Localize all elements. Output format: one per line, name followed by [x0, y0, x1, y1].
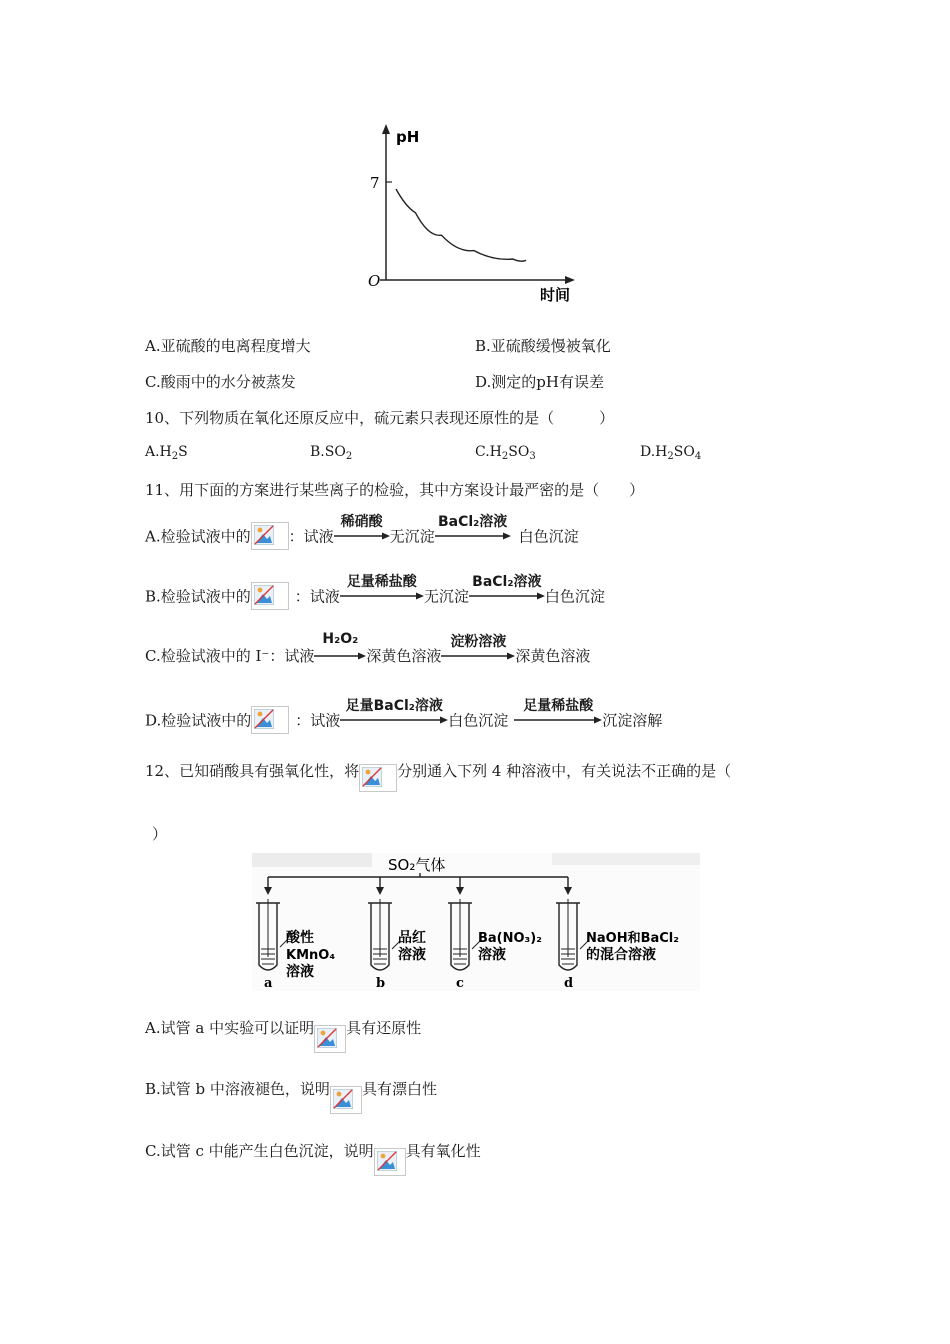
q10-option-a[interactable] [145, 444, 188, 462]
broken-image-icon [314, 1025, 346, 1053]
ph-curve [396, 189, 526, 261]
reaction-arrow [340, 698, 448, 725]
q12-stem-pre: 12、已知硝酸具有强氧化性，将 [145, 762, 360, 780]
q11-option-a[interactable] [145, 514, 579, 550]
arrow-label: 足量BaCl₂溶液 [345, 698, 443, 714]
q11-option-d[interactable] [145, 698, 663, 734]
so2-tubes-diagram [252, 853, 700, 991]
tube-c-label-2: 溶液 [478, 947, 506, 963]
origin-label: O [368, 272, 381, 290]
ph-time-graph [360, 120, 590, 310]
q10-c-sub1: 2 [501, 451, 509, 462]
q10-option-b[interactable] [310, 444, 352, 462]
q10-d-pre: D.H [640, 444, 668, 460]
q10-d-sub1: 2 [667, 451, 674, 462]
reaction-arrow [340, 574, 424, 601]
q12-option-b[interactable] [145, 1078, 437, 1114]
q9-option-a[interactable]: A.亚硫酸的电离程度增大 [145, 337, 311, 355]
q10-c-sub2: 3 [529, 451, 536, 462]
q9-option-d[interactable]: D.测定的pH有误差 [475, 373, 604, 391]
tube-c-label-1: Ba(NO₃)₂ [478, 931, 542, 946]
arrow-label: 淀粉溶液 [450, 633, 507, 650]
q11-b-mid: 无沉淀 [423, 587, 469, 606]
y-tick-label: 7 [370, 174, 380, 192]
q12-stem-post: 分别通入下列 4 种溶液中，有关说法不正确的是（ [397, 762, 732, 780]
q10-d-mid: SO [673, 444, 695, 460]
tube-d-label-1: NaOH和BaCl₂ [586, 931, 679, 946]
reaction-arrow [435, 514, 511, 541]
x-axis-arrow [565, 276, 575, 284]
q11-d-colon: ：试液 [295, 711, 341, 730]
q11-option-c[interactable] [145, 630, 591, 666]
tube-b-letter: b [376, 976, 386, 991]
q12-stem-close: ） [152, 825, 168, 843]
y-axis-arrow [382, 124, 390, 134]
q12-option-c[interactable] [145, 1140, 481, 1176]
q11-a-mid: 无沉淀 [389, 527, 435, 546]
q12-c-pre: C.试管 c 中能产生白色沉淀，说明 [145, 1142, 374, 1160]
q10-c-pre: C.H [475, 444, 502, 460]
reaction-arrow [334, 514, 390, 541]
arrow-label: BaCl₂溶液 [472, 574, 542, 590]
q10-d-sub2: 4 [694, 451, 702, 462]
q11-a-prefix: A.检验试液中的 [145, 527, 251, 546]
arrow-label: 稀硝酸 [340, 514, 383, 530]
q11-a-colon: ：试液 [288, 527, 334, 546]
y-axis-label: pH [396, 128, 420, 146]
q10-stem: 10、下列物质在氧化还原反应中，硫元素只表现还原性的是（ ） [145, 409, 615, 427]
x-axis-label: 时间 [540, 286, 571, 304]
reaction-arrow [441, 633, 515, 661]
q11-b-colon: ：试液 [294, 587, 340, 606]
q12-c-post: 具有氧化性 [405, 1142, 481, 1160]
arrow-label: 足量稀盐酸 [523, 698, 594, 714]
q12-a-post: 具有还原性 [346, 1019, 422, 1037]
q10-b-pre: B.SO [310, 444, 346, 460]
tube-a-letter: a [264, 976, 273, 991]
broken-image-icon [251, 522, 289, 550]
broken-image-icon [359, 764, 397, 792]
tube-b-label-1: 品红 [398, 930, 426, 946]
q9-option-b[interactable]: B.亚硫酸缓慢被氧化 [475, 337, 611, 355]
q11-c-prefix: C.检验试液中的 I⁻：试液 [145, 647, 315, 665]
broken-image-icon [374, 1148, 406, 1176]
q12-b-post: 具有漂白性 [361, 1080, 437, 1098]
q11-c-mid: 深黄色溶液 [366, 647, 442, 665]
q12-b-pre: B.试管 b 中溶液褪色，说明 [145, 1080, 330, 1098]
q10-a-pre: A.H [145, 444, 172, 460]
q10-option-c[interactable] [475, 444, 536, 462]
q11-a-end: 白色沉淀 [518, 527, 579, 546]
q12-stem [145, 760, 731, 792]
so2-gas-label: SO₂气体 [388, 856, 446, 874]
arrow-label: H₂O₂ [322, 630, 359, 647]
q9-option-c[interactable]: C.酸雨中的水分被蒸发 [145, 373, 296, 391]
tube-a-label-2: KMnO₄ [286, 948, 336, 963]
q11-b-prefix: B.检验试液中的 [145, 587, 251, 606]
q12-option-a[interactable] [145, 1017, 421, 1053]
q12-a-pre: A.试管 a 中实验可以证明 [145, 1019, 315, 1037]
tube-a-label-1: 酸性 [286, 930, 314, 946]
q11-option-b[interactable] [145, 574, 605, 610]
tube-d-letter: d [564, 976, 574, 991]
q10-a-post: S [178, 444, 188, 460]
broken-image-icon [251, 706, 289, 734]
reaction-arrow [514, 698, 602, 725]
reaction-arrow [314, 630, 366, 661]
q11-d-prefix: D.检验试液中的 [145, 711, 252, 730]
q10-b-sub: 2 [345, 451, 353, 462]
q10-a-sub: 2 [171, 451, 179, 462]
tube-c-letter: c [456, 976, 464, 991]
tube-d-label-2: 的混合溶液 [586, 947, 656, 963]
arrow-label: 足量稀盐酸 [346, 574, 417, 590]
q11-stem: 11、用下面的方案进行某些离子的检验，其中方案设计最严密的是（ ） [145, 481, 645, 499]
tube-a-label-3: 溶液 [286, 964, 314, 980]
reaction-arrow [469, 574, 545, 601]
q11-c-end: 深黄色溶液 [515, 647, 591, 665]
q11-d-end: 沉淀溶解 [602, 711, 663, 730]
q11-d-mid: 白色沉淀 [448, 711, 509, 730]
tube-b-label-2: 溶液 [398, 947, 426, 963]
q10-option-d[interactable] [640, 444, 701, 462]
arrow-label: BaCl₂溶液 [437, 514, 508, 530]
broken-image-icon [330, 1086, 362, 1114]
q10-c-mid: SO [508, 444, 530, 460]
broken-image-icon [251, 582, 289, 610]
q11-b-end: 白色沉淀 [544, 587, 605, 606]
